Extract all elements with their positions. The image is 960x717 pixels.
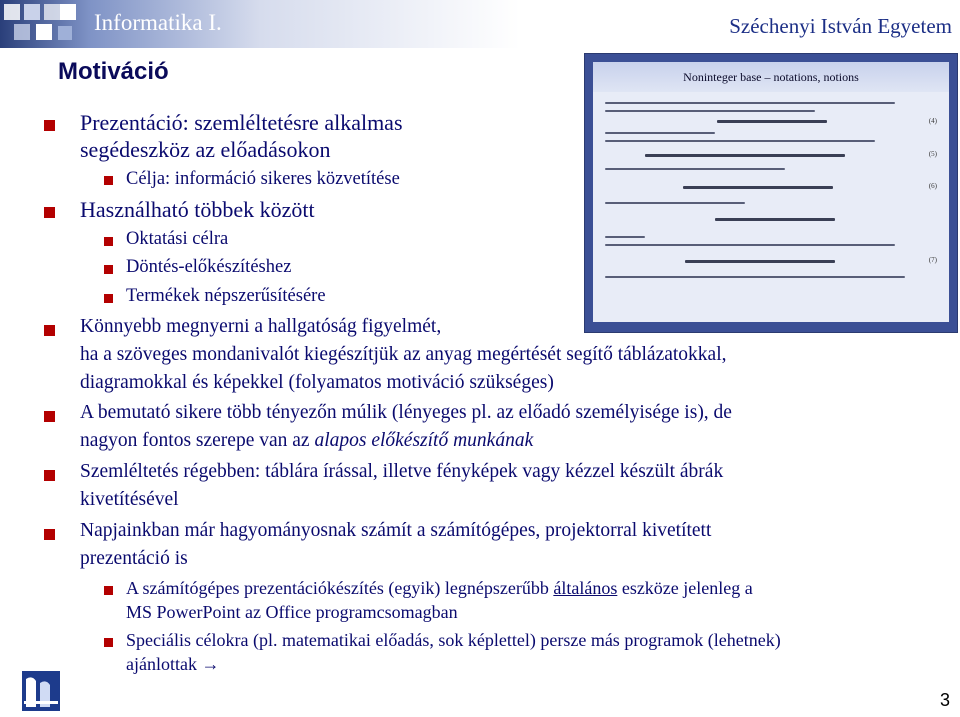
sub-bullet-text: ajánlottak →	[126, 654, 220, 674]
bullet-text: Könnyebb megnyerni a hallgatóság figyelmét,	[80, 316, 442, 337]
sub-bullet-text: Oktatási célra	[126, 229, 229, 249]
bullet-text-plain: nagyon fontos szerepe van az	[80, 430, 315, 451]
sub-bullet-square	[104, 294, 113, 303]
bullet-square	[44, 120, 55, 131]
university-logo-icon	[22, 671, 60, 711]
slide-header	[0, 0, 960, 48]
bullet-text: ha a szöveges mondanivalót kiegészítjük az anyag megértését segítő táblázatokkal,	[80, 344, 727, 365]
sub-bullet-text: Döntés-előkészítéshez	[126, 257, 292, 277]
bullet-square	[44, 325, 55, 336]
bullet-text: segédeszköz az előadásokon	[80, 137, 331, 162]
bullet-text: prezentáció is	[80, 548, 188, 569]
header-logo-squares	[0, 0, 80, 48]
bullet-square	[44, 411, 55, 422]
bullet-text	[80, 430, 533, 452]
sub-bullet-text: MS PowerPoint az Office programcsomagban	[126, 602, 458, 622]
sub-bullet-text	[126, 578, 753, 599]
embedded-slide-heading: Noninteger base – notations, notions	[593, 62, 949, 92]
bullet-square	[44, 470, 55, 481]
page-number: 3	[939, 690, 950, 710]
sub-bullet-text: Termékek népszerűsítésére	[126, 286, 326, 306]
bullet-text: A bemutató sikere több tényezőn múlik (lényeges pl. az előadó személyisége is), de	[80, 402, 732, 423]
bullet-text: kivetítésével	[80, 489, 179, 510]
embedded-slide-body: (4) (5) (6) (7)	[605, 98, 939, 318]
sub-bullet-text-part: eszköze jelenleg a	[617, 578, 753, 598]
course-title: Informatika I.	[94, 10, 222, 35]
embedded-slide-image	[584, 53, 958, 333]
sub-bullet-text-underlined: általános	[553, 578, 618, 598]
bullet-square	[44, 207, 55, 218]
bullet-text: Prezentáció: szemléltetésre alkalmas	[80, 110, 403, 135]
bullet-text: Szemléltetés régebben: táblára írással, illetve fényképek vagy kézzel készült ábrák	[80, 461, 724, 482]
bullet-text: Használható többek között	[80, 197, 315, 222]
sub-bullet-text: Speciális célokra (pl. matematikai előadás, sok képlettel) persze más programok (lehetnek)	[126, 630, 781, 650]
bullet-text: diagramokkal és képekkel (folyamatos motiváció szükséges)	[80, 372, 554, 393]
university-name: Széchenyi István Egyetem	[729, 14, 952, 38]
sub-bullet-square	[104, 265, 113, 274]
sub-bullet-square	[104, 176, 113, 185]
sub-bullet-square	[104, 237, 113, 246]
sub-bullet-text-part: A számítógépes prezentációkészítés (egyik) legnépszerűbb	[126, 578, 554, 598]
slide-title: Motiváció	[58, 58, 169, 85]
bullet-text: Napjainkban már hagyományosnak számít a számítógépes, projektorral kivetített	[80, 520, 712, 541]
sub-bullet-text: Célja: információ sikeres közvetítése	[126, 169, 400, 189]
sub-bullet-square	[104, 586, 113, 595]
sub-bullet-square	[104, 638, 113, 647]
bullet-text-emphasis: alapos előkészítő munkának	[314, 430, 534, 451]
bullet-square	[44, 529, 55, 540]
